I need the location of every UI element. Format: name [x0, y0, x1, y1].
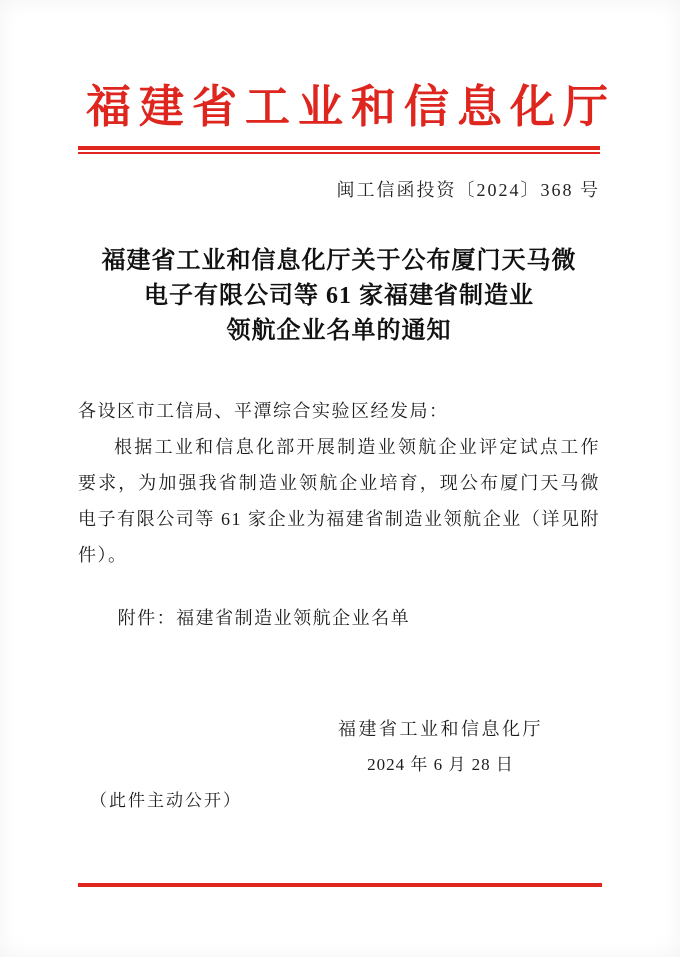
salutation-line: 各设区市工信局、平潭综合实验区经发局： [78, 401, 449, 421]
issue-date: 2024 年 6 月 28 日 [367, 755, 514, 774]
letterhead-divider-double-rule [78, 146, 600, 154]
public-disclosure-note: （此件主动公开） [90, 791, 242, 810]
notice-title-line-1: 福建省工业和信息化厅关于公布厦门天马微 [101, 248, 577, 274]
issuing-agency-signature: 福建省工业和信息化厅 [338, 719, 543, 739]
notice-title-line-2: 电子有限公司等 61 家福建省制造业 [144, 283, 534, 309]
attachment-reference-line: 附件：福建省制造业领航企业名单 [117, 608, 411, 628]
divider-thin-line [78, 152, 600, 154]
letterhead-agency-title: 福建省工业和信息化厅 [86, 82, 617, 132]
footer-red-rule [78, 883, 602, 887]
notice-title-line-3: 领航企业名单的通知 [226, 318, 452, 344]
document-reference-number: 闽工信函投资〔2024〕368 号 [336, 180, 600, 200]
signature-block [338, 716, 543, 778]
body-paragraph: 根据工业和信息化部开展制造业领航企业评定试点工作要求，为加强我省制造业领航企业培育，现公布厦门天马微电子有限公司等 61 家企业为福建省制造业领航企业（详见附件）。 [78, 437, 600, 565]
notice-title [78, 244, 600, 349]
